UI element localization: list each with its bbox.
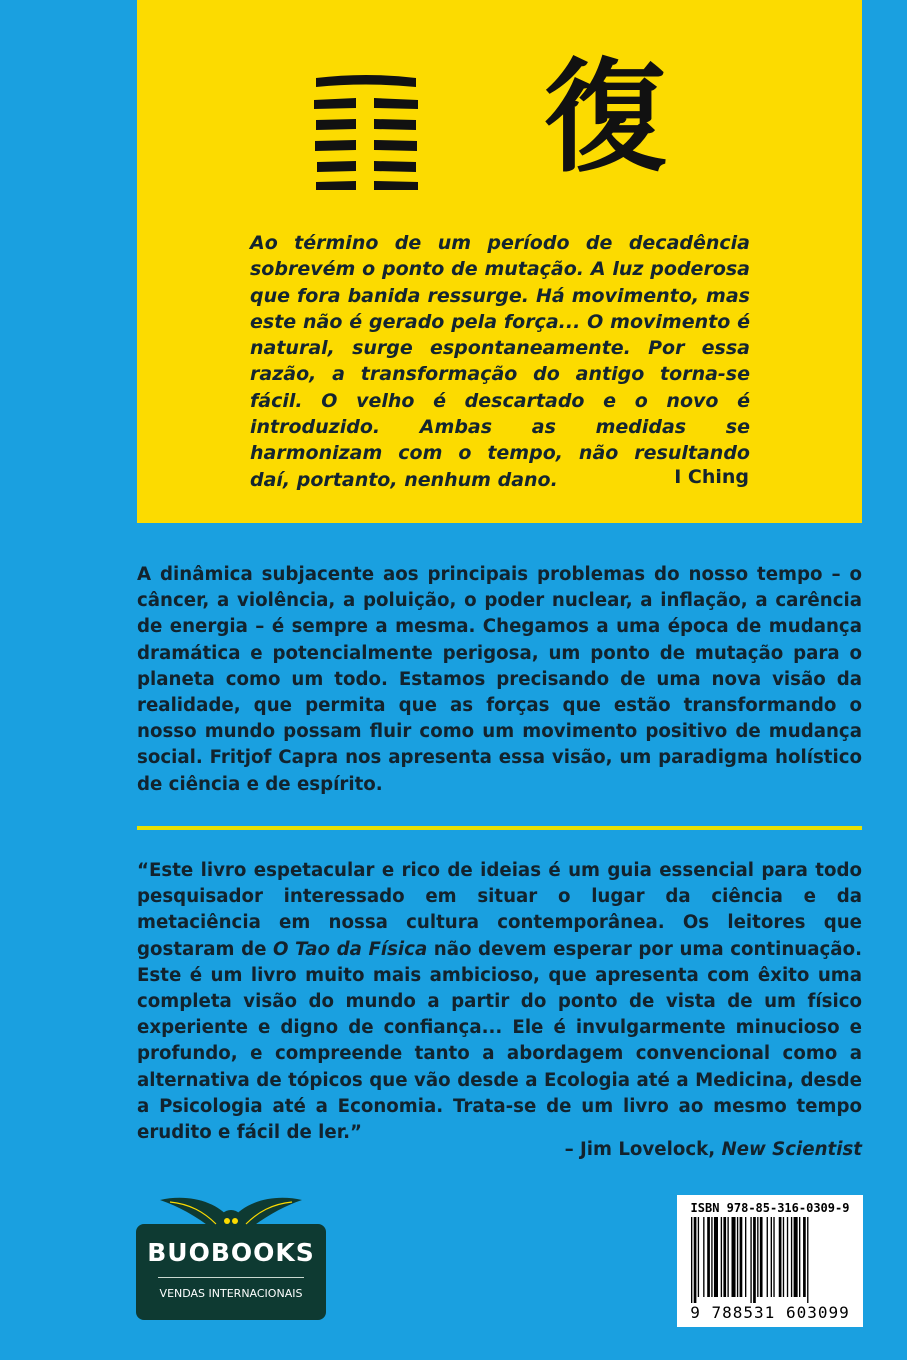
barcode-bar — [757, 1217, 758, 1297]
hexagram-header — [312, 45, 672, 190]
barcode-bar — [771, 1217, 772, 1297]
barcode-bar — [779, 1217, 782, 1297]
review-attribution — [565, 1139, 862, 1160]
barcode-bar — [723, 1217, 726, 1297]
barcode-bar — [773, 1217, 774, 1297]
barcode-bar — [799, 1217, 800, 1297]
barcode-bar — [698, 1217, 699, 1297]
book-synopsis: A dinâmica subjacente aos principais problemas do nosso tempo – o câncer, a violência, a poluição, o poder nuclear, a inflação, a carência de energia – é sempre a mesma. Chegamos a uma época de mudança dramática e potencialmente perigosa, um ponto de mutação para o planeta como um todo. Estamos precisando de uma nova visão da realidade, que permita que as forças que estão transformando o nosso mundo possam fluir como um movimento positivo de mudança social. Fritjof Capra nos apresenta essa visão, um paradigma holístico de ciência e de espírito. — [137, 564, 862, 795]
barcode-bar — [694, 1217, 697, 1303]
hexagram-character: 復 — [544, 45, 666, 189]
section-divider — [137, 826, 862, 830]
barcode-bar — [745, 1217, 746, 1297]
barcode-bar — [791, 1217, 792, 1297]
barcode-bar — [714, 1217, 718, 1297]
barcode-bar — [707, 1217, 710, 1297]
iching-quote: Ao término de um período de decadência sobrevém o ponto de mutação. A luz poderosa que fora banida ressurge. Há movimento, mas este não é gerado pela força... O movimento é natural, surge espontaneamente. Por essa razão, a transformação do antigo torna-se fácil. O velho é descartado e o novo é introduzido. Ambas as medidas se harmonizam com o tempo, não resultando daí, portanto, nenhum dano. — [250, 232, 750, 491]
review-text-1: “Este livro espetacular e rico de ideias é um guia essencial para todo pesquisador interessado em situar o lugar da ciência e da metaciência em nossa cultura contemporânea. Os leitores que gostaram de — [137, 860, 862, 960]
review-text-2: não devem esperar por uma continuação. Este é um livro muito mais ambicioso, que apresenta com êxito uma completa visão do mundo a partir do ponto de vista de um físico experiente e digno de confiança... Ele é invulgarmente minucioso e profundo, e compreende tanto a abordagem convencional como a alternativa de tópicos que vão desde a Ecologia até a Medicina, desde a Psicologia até a Economia. Trata-se de um livro ao mesmo tempo erudito e fácil de ler.” — [137, 938, 862, 1144]
barcode-bar — [740, 1217, 743, 1297]
barcode-bar — [732, 1217, 736, 1297]
barcode-bar — [727, 1217, 728, 1297]
hexagram-fu-icon — [312, 70, 422, 190]
barcode-bar — [783, 1217, 784, 1297]
iching-attribution: I Ching — [674, 466, 749, 488]
barcode-bar — [691, 1217, 692, 1303]
isbn-label: ISBN 978-85-316-0309-9 — [690, 1201, 850, 1215]
barcode-bar — [750, 1217, 751, 1303]
reviewer-name: – Jim Lovelock, — [564, 1139, 722, 1160]
barcode-icon — [691, 1217, 849, 1303]
barcode-bar — [753, 1217, 756, 1303]
barcode-bar — [787, 1217, 788, 1297]
publisher-name: BUOBOOKS — [147, 1238, 315, 1267]
barcode-bar — [794, 1217, 798, 1297]
review-book-title: O Tao da Física — [272, 938, 428, 960]
barcode-bar — [711, 1217, 712, 1297]
barcode-bar — [737, 1217, 738, 1297]
barcode-block — [677, 1195, 863, 1327]
barcode-bar — [807, 1217, 808, 1303]
review-source: New Scientist — [721, 1139, 862, 1160]
publisher-logo — [136, 1190, 326, 1320]
barcode-digits: 9 788531 603099 — [690, 1303, 850, 1322]
barcode-bar — [721, 1217, 722, 1297]
barcode-bar — [767, 1217, 768, 1297]
review-quote — [137, 858, 862, 1146]
barcode-bar — [803, 1217, 806, 1297]
publisher-tagline: VENDAS INTERNACIONAIS — [159, 1287, 303, 1300]
publisher-rule — [158, 1277, 304, 1278]
barcode-bar — [703, 1217, 704, 1297]
owl-wings-icon — [156, 1190, 306, 1238]
barcode-bar — [760, 1217, 763, 1297]
